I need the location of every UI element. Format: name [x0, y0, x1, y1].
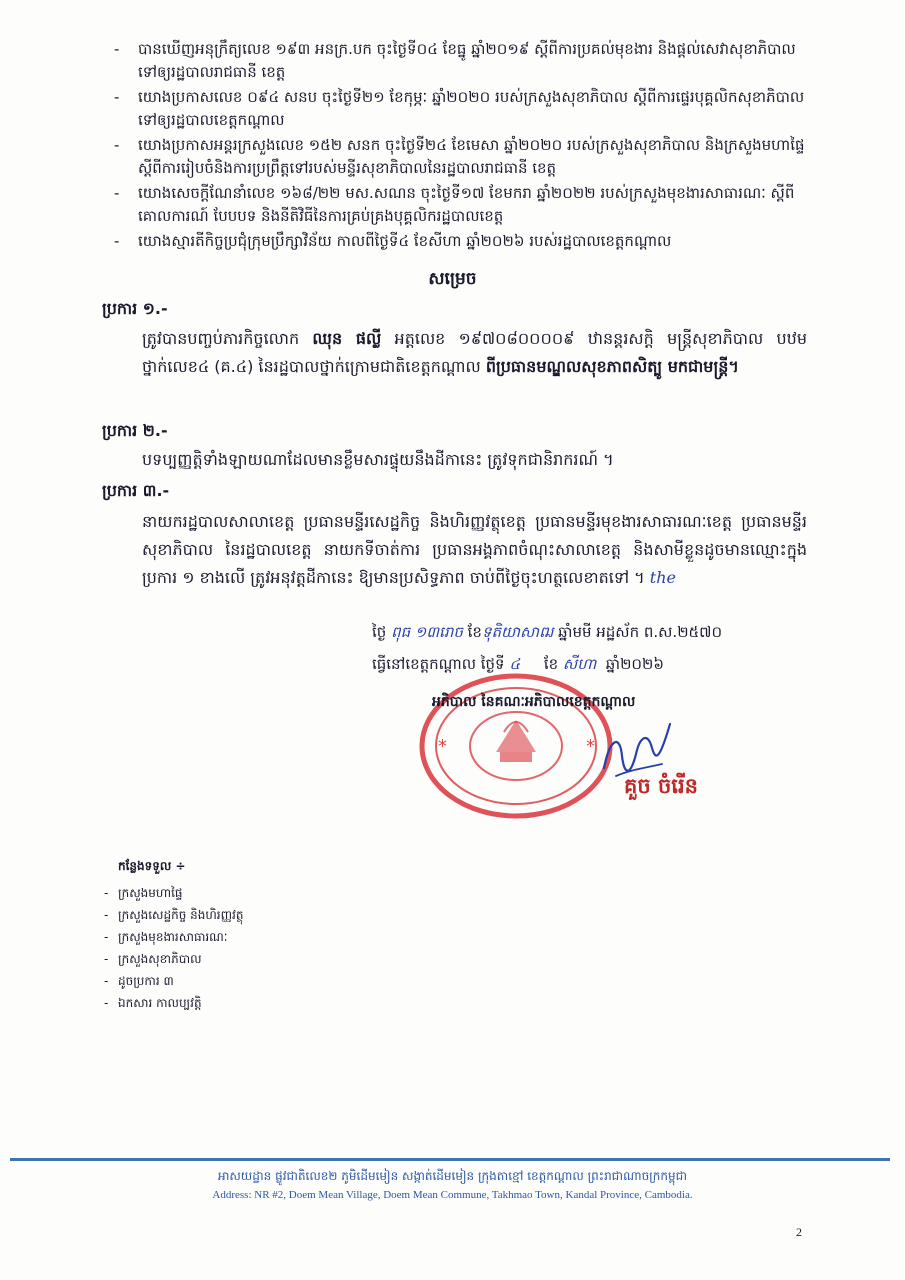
article-1-text-mid: អត្តលេខ ១៩៧០៨០០០០៩ ឋានន្តរសក្តិ មន្ត្រីសុខាភិបាល បឋម ថ្នាក់លេខ៤ (គ.៤) នៃរដ្ឋបាលថ្នាក់ក្រោមជាតិខេត្តកណ្ដាល — [142, 329, 807, 376]
article-3-text-body: នាយករដ្ឋបាលសាលាខេត្ត ប្រធានមន្ទីរសេដ្ឋកិច្ច និងហិរញ្ញវត្ថុខេត្ត ប្រធានមន្ទីរមុខងារសាធារណៈខេត្ត ប្រធានមន្ទីរសុខាភិបាល នៃរដ្ឋបាលខេត្ត នាយកទីចាត់ការ ប្រធានអង្គភាពចំណុះសាលាខេត្ត និងសាមីខ្លួនដូចមានឈ្មោះក្នុងប្រការ ១ ខាងលើ ត្រូវអនុវត្តដីកានេះ ឱ្យមានប្រសិទ្ធភាព ចាប់ពីថ្ងៃចុះហត្ថលេខាតទៅ ។ — [142, 512, 807, 587]
recipients-block — [118, 858, 243, 1014]
signatory-name: គួច ចំរើន — [624, 773, 698, 798]
recipient-item: - ក្រសួងមហាផ្ទៃ — [104, 882, 243, 904]
solar-year: ឆ្នាំ២០២៦ — [605, 655, 665, 673]
recipient-item: - ក្រសួងមុខងារសាធារណៈ — [104, 926, 243, 948]
svg-text:*: * — [586, 736, 595, 757]
lunar-date-line — [372, 623, 812, 645]
recipient-item: - ក្រសួងសុខាភិបាល — [104, 948, 243, 970]
solar-day-handwritten: ៤ — [509, 655, 520, 673]
article-2-text: បទប្បញ្ញត្តិទាំងឡាយណាដែលមានខ្លឹមសារផ្ទុយនឹងដីកានេះ ត្រូវទុកជានិរាករណ៍ ។ — [142, 450, 614, 469]
article-1-person-name: ឈុន ផល្លី — [312, 329, 382, 348]
recipient-item: - ឯកសារ កាលប្បវត្តិ — [104, 992, 243, 1014]
lunar-month-handwritten: ទុតិយាសាឍ — [481, 623, 554, 641]
recipients-list — [118, 882, 243, 1014]
recipients-title: កន្លែងទទួល ÷ — [118, 859, 186, 873]
article-1-text-bold-end: ពីប្រធានមណ្ឌលសុខភាពសិត្បូ មកជាមន្ត្រី។ — [485, 357, 739, 376]
decision-heading: សម្រេច — [428, 269, 477, 289]
considerations-list — [108, 38, 808, 255]
lunar-month-label: ខែ — [467, 623, 482, 641]
article-1-text-before: ត្រូវបានបញ្ចប់ភារកិច្ចលោក — [142, 329, 313, 348]
footer-address-english: Address: NR #2, Doem Mean Village, Doem Mean Commune, Takhmao Town, Kandal Province, Cambodia. — [212, 1189, 693, 1201]
footer-address-khmer: អាសយដ្ឋាន ផ្លូវជាតិលេខ២ ភូមិដើមមៀន សង្កាត់ដើមមៀន ក្រុងតាខ្មៅ ខេត្តកណ្ដាល ព្រះរាជាណាចក្រកម្ពុជា — [217, 1169, 688, 1183]
article-3-initials: the — [649, 568, 676, 587]
svg-text:*: * — [438, 736, 447, 757]
article-3-label: ប្រការ ៣.- — [102, 481, 170, 500]
recipient-item: - ដូចប្រការ ៣ — [104, 970, 243, 992]
solar-date-prefix: ធ្វើនៅខេត្តកណ្ដាល ថ្ងៃទី — [372, 655, 505, 673]
article-1-label: ប្រការ ១.- — [102, 299, 168, 318]
solar-month-handwritten: សីហា — [562, 655, 597, 673]
page-number: 2 — [796, 1225, 802, 1239]
footer-divider — [10, 1158, 890, 1161]
solar-month-label: ខែ — [543, 655, 559, 673]
consideration-item: - យោងប្រកាសលេខ ០៩៤ សនប ចុះថ្ងៃទី២១ ខែកុម្ភៈ ឆ្នាំ២០២០ របស់ក្រសួងសុខាភិបាល ស្តីពីការផ្ទេរបុគ្គលិកសុខាភិបាល ទៅឲ្យរដ្ឋបាលខេត្តកណ្ដាល — [108, 86, 808, 132]
lunar-year: ឆ្នាំមមី អដ្ឋស័ក ព.ស.២៥៧០ — [558, 623, 723, 641]
lunar-date-prefix: ថ្ងៃ — [372, 623, 387, 641]
article-1-text — [142, 325, 807, 381]
recipient-item: - ក្រសួងសេដ្ឋកិច្ច និងហិរញ្ញវត្ថុ — [104, 904, 243, 926]
consideration-item: - យោងសេចក្តីណែនាំលេខ ១៦៨/២២ មស.សណន ចុះថ្ងៃទី១៧ ខែមករា ឆ្នាំ២០២២ របស់ក្រសួងមុខងារសាធារណៈ ស្តីពីគោលការណ៍ បែបបទ និងនីតិវិធីនៃការគ្រប់គ្រងបុគ្គលិករដ្ឋបាលខេត្ត — [108, 182, 808, 228]
lunar-day-handwritten: ពុធ ១៣រោច — [391, 623, 463, 641]
consideration-item: - បានឃើញអនុក្រឹត្យលេខ ១៩៣ អនក្រ.បក ចុះថ្ងៃទី០៤ ខែធ្នូ ឆ្នាំ២០១៩ ស្តីពីការប្រគល់មុខងារ និងផ្តល់សេវាសុខាភិបាល ទៅឲ្យរដ្ឋបាលរាជធានី ខេត្ត — [108, 38, 808, 84]
consideration-item: - យោងប្រកាសអន្តរក្រសួងលេខ ១៥២ សនក ចុះថ្ងៃទី២៤ ខែមេសា ឆ្នាំ២០២០ របស់ក្រសួងសុខាភិបាល និងក្រសួងមហាផ្ទៃ ស្តីពីការរៀបចំនិងការប្រព្រឹត្តទៅរបស់មន្ទីរសុខាភិបាលនៃរដ្ឋបាលរាជធានី ខេត្ត — [108, 134, 808, 180]
signatory-title: អភិបាល នៃគណៈអភិបាលខេត្តកណ្ដាល — [432, 694, 636, 710]
article-3-text — [142, 508, 807, 592]
consideration-item: - យោងស្មារតីកិច្ចប្រជុំក្រុមប្រឹក្សាវិន័យ កាលពីថ្ងៃទី៤ ខែសីហា ឆ្នាំ២០២៦ របស់រដ្ឋបាលខេត្តកណ្ដាល — [108, 230, 808, 253]
article-2-label: ប្រការ ២.- — [102, 421, 168, 440]
